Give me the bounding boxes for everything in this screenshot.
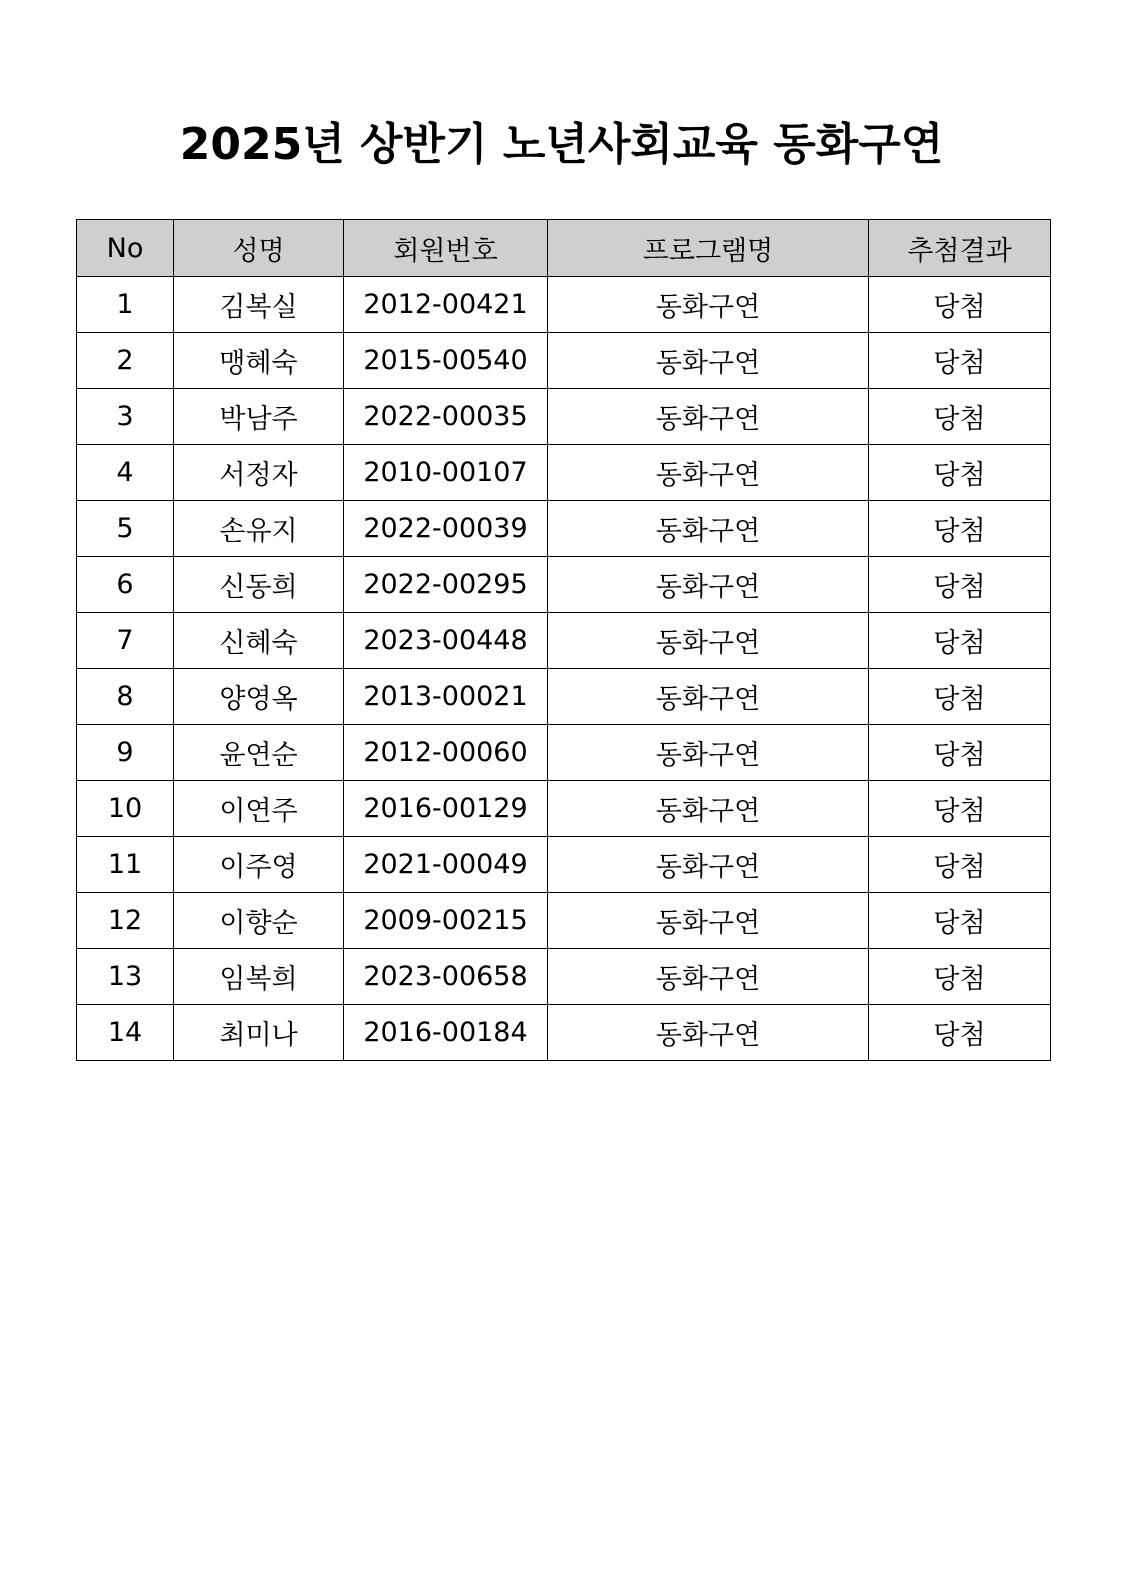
cell-program: 동화구연 — [548, 893, 869, 949]
cell-member-id: 2016-00129 — [344, 781, 548, 837]
cell-member-id: 2023-00448 — [344, 613, 548, 669]
cell-result: 당첨 — [869, 557, 1051, 613]
cell-no: 14 — [77, 1005, 174, 1061]
cell-program: 동화구연 — [548, 1005, 869, 1061]
cell-no: 7 — [77, 613, 174, 669]
cell-member-id: 2015-00540 — [344, 333, 548, 389]
cell-result: 당첨 — [869, 837, 1051, 893]
cell-member-id: 2022-00039 — [344, 501, 548, 557]
cell-program: 동화구연 — [548, 669, 869, 725]
lottery-result-table — [76, 219, 1051, 1061]
cell-name: 김복실 — [174, 277, 344, 333]
cell-program: 동화구연 — [548, 389, 869, 445]
cell-member-id: 2010-00107 — [344, 445, 548, 501]
cell-no: 3 — [77, 389, 174, 445]
column-header-name: 성명 — [174, 220, 344, 277]
cell-member-id: 2012-00060 — [344, 725, 548, 781]
table-row — [77, 837, 1051, 893]
cell-name: 맹혜숙 — [174, 333, 344, 389]
cell-result: 당첨 — [869, 893, 1051, 949]
cell-name: 임복희 — [174, 949, 344, 1005]
header-row — [77, 220, 1051, 277]
cell-program: 동화구연 — [548, 725, 869, 781]
cell-no: 11 — [77, 837, 174, 893]
cell-member-id: 2023-00658 — [344, 949, 548, 1005]
cell-program: 동화구연 — [548, 501, 869, 557]
table-row — [77, 501, 1051, 557]
cell-result: 당첨 — [869, 949, 1051, 1005]
table-row — [77, 557, 1051, 613]
cell-no: 8 — [77, 669, 174, 725]
cell-program: 동화구연 — [548, 613, 869, 669]
cell-member-id: 2013-00021 — [344, 669, 548, 725]
table-row — [77, 277, 1051, 333]
cell-result: 당첨 — [869, 725, 1051, 781]
cell-name: 신동희 — [174, 557, 344, 613]
table-row — [77, 613, 1051, 669]
cell-result: 당첨 — [869, 1005, 1051, 1061]
cell-member-id: 2022-00295 — [344, 557, 548, 613]
cell-member-id: 2009-00215 — [344, 893, 548, 949]
cell-no: 5 — [77, 501, 174, 557]
cell-no: 2 — [77, 333, 174, 389]
column-header-no: No — [77, 220, 174, 277]
cell-name: 윤연순 — [174, 725, 344, 781]
cell-result: 당첨 — [869, 501, 1051, 557]
column-header-result: 추첨결과 — [869, 220, 1051, 277]
cell-name: 양영옥 — [174, 669, 344, 725]
cell-name: 이주영 — [174, 837, 344, 893]
table-row — [77, 445, 1051, 501]
table-row — [77, 893, 1051, 949]
cell-member-id: 2016-00184 — [344, 1005, 548, 1061]
table-body — [77, 277, 1051, 1061]
cell-name: 손유지 — [174, 501, 344, 557]
cell-result: 당첨 — [869, 445, 1051, 501]
cell-no: 4 — [77, 445, 174, 501]
table-row — [77, 333, 1051, 389]
cell-name: 최미나 — [174, 1005, 344, 1061]
cell-result: 당첨 — [869, 669, 1051, 725]
table-header — [77, 220, 1051, 277]
table-row — [77, 389, 1051, 445]
cell-no: 10 — [77, 781, 174, 837]
cell-program: 동화구연 — [548, 277, 869, 333]
cell-program: 동화구연 — [548, 557, 869, 613]
cell-no: 6 — [77, 557, 174, 613]
cell-program: 동화구연 — [548, 333, 869, 389]
cell-program: 동화구연 — [548, 445, 869, 501]
column-header-program: 프로그램명 — [548, 220, 869, 277]
cell-result: 당첨 — [869, 389, 1051, 445]
cell-result: 당첨 — [869, 277, 1051, 333]
table-row — [77, 1005, 1051, 1061]
cell-name: 이연주 — [174, 781, 344, 837]
cell-result: 당첨 — [869, 613, 1051, 669]
cell-name: 이향순 — [174, 893, 344, 949]
cell-member-id: 2021-00049 — [344, 837, 548, 893]
table-row — [77, 949, 1051, 1005]
cell-name: 박남주 — [174, 389, 344, 445]
cell-result: 당첨 — [869, 333, 1051, 389]
document-title: 2025년 상반기 노년사회교육 동화구연 — [179, 119, 944, 171]
table-row — [77, 725, 1051, 781]
cell-member-id: 2022-00035 — [344, 389, 548, 445]
cell-result: 당첨 — [869, 781, 1051, 837]
cell-no: 13 — [77, 949, 174, 1005]
cell-program: 동화구연 — [548, 781, 869, 837]
table-row — [77, 781, 1051, 837]
cell-no: 1 — [77, 277, 174, 333]
cell-name: 서정자 — [174, 445, 344, 501]
cell-member-id: 2012-00421 — [344, 277, 548, 333]
cell-program: 동화구연 — [548, 837, 869, 893]
cell-name: 신혜숙 — [174, 613, 344, 669]
cell-program: 동화구연 — [548, 949, 869, 1005]
cell-no: 9 — [77, 725, 174, 781]
cell-no: 12 — [77, 893, 174, 949]
column-header-member-id: 회원번호 — [344, 220, 548, 277]
table-row — [77, 669, 1051, 725]
